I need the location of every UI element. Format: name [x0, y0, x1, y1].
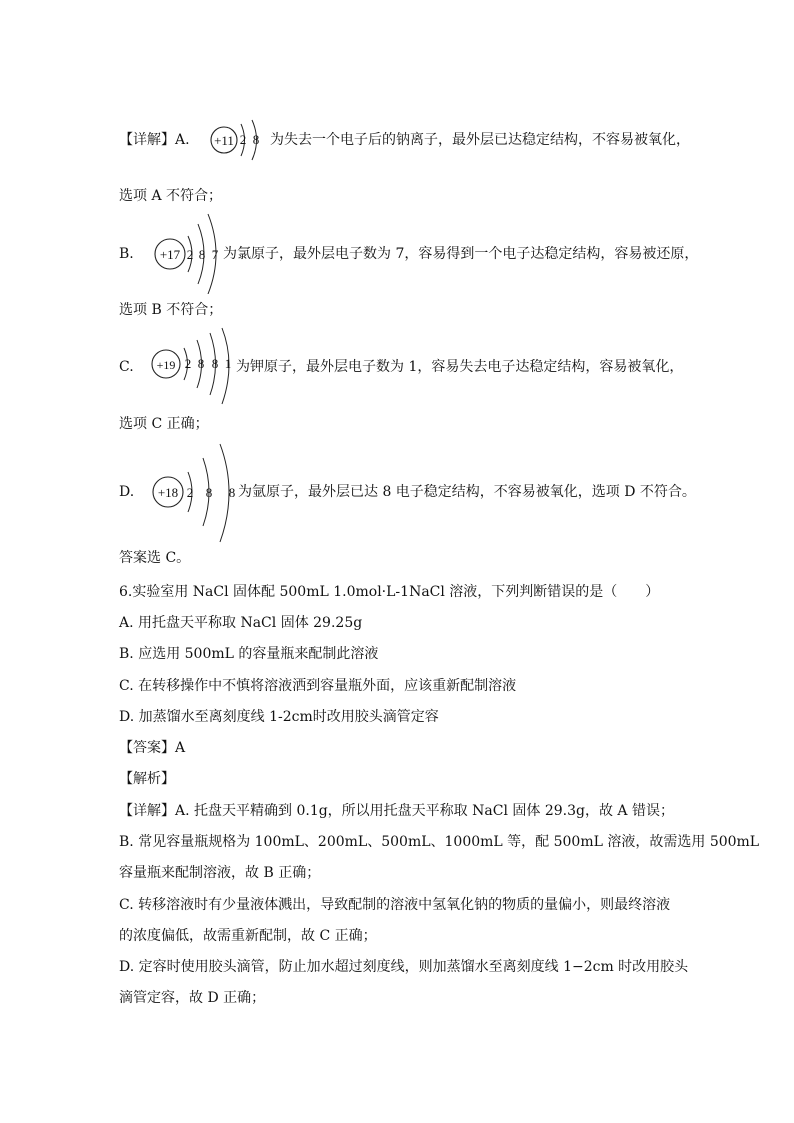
part-c-shell-2: 8 — [197, 356, 205, 371]
part-b-cont: 选项 B 不符合； — [119, 302, 223, 318]
analysis-label: 【解析】 — [119, 771, 175, 787]
part-b-desc: 为氯原子，最外层电子数为 7，容易得到一个电子达稳定结构，容易被还原， — [223, 246, 699, 262]
explain-line: B. 常见容量瓶规格为 100mL、200mL、500mL、1000mL 等，配 500mL 溶液，故需选用 500mL — [119, 834, 760, 850]
part-a-cont: 选项 A 不符合； — [119, 188, 223, 204]
part-b-prefix: B. — [119, 246, 134, 262]
explain-line: 容量瓶来配制溶液，故 B 正确； — [119, 865, 321, 881]
part-b-nucleus: +17 — [159, 247, 181, 262]
option-a: A. 用托盘天平称取 NaCl 固体 29.25g — [119, 615, 363, 631]
part-a-prefix: 【详解】A. — [119, 132, 190, 148]
part-d-shell-3: 8 — [228, 485, 236, 500]
answer-label: 【答案】A — [119, 740, 186, 756]
part-c-nucleus: +19 — [156, 358, 176, 372]
potassium-atom-structure-diagram — [148, 326, 238, 406]
question-stem: 6.实验室用 NaCl 固体配 500mL 1.0mol·L-1NaCl 溶液，下列判断错误的是（ ） — [119, 584, 660, 600]
part-c-shell-3: 8 — [211, 356, 219, 371]
explain-line: 的浓度偏低，故需重新配制，故 C 正确； — [119, 928, 377, 944]
explain-line: C. 转移溶液时有少量液体溅出，导致配制的溶液中氢氧化钠的物质的量偏小，则最终溶液 — [119, 897, 671, 913]
part-c-shell-4: 1 — [224, 356, 232, 371]
part-d-nucleus: +18 — [157, 485, 179, 500]
explain-line: 【详解】A. 托盘天平精确到 0.1g，所以用托盘天平称取 NaCl 固体 29.3g，故 A 错误； — [119, 803, 674, 819]
part-a-nucleus: +11 — [214, 133, 234, 148]
part-a-shell-2: 8 — [252, 132, 260, 147]
part-b-shell-3: 7 — [211, 247, 219, 262]
sodium-ion-structure-diagram — [206, 118, 270, 162]
part-a-desc: 为失去一个电子后的钠离子，最外层已达稳定结构，不容易被氧化， — [270, 132, 690, 148]
part-d-desc: 为氩原子，最外层已达 8 电子稳定结构，不容易被氧化，选项 D 不符合。 — [238, 484, 696, 500]
chlorine-atom-structure-diagram — [150, 210, 226, 294]
part-d-shell-1: 2 — [186, 485, 194, 500]
option-d: D. 加蒸馏水至离刻度线 1-2cm时改用胶头滴管定容 — [119, 709, 439, 725]
explain-line: D. 定容时使用胶头滴管，防止加水超过刻度线，则加蒸馏水至离刻度线 1−2cm 时改用胶头 — [119, 959, 689, 975]
part-b-shell-2: 8 — [198, 247, 206, 262]
part-c-prefix: C. — [119, 359, 134, 375]
argon-atom-structure-diagram — [148, 440, 240, 544]
explain-line: 滴管定容，故 D 正确； — [119, 990, 266, 1006]
part-c-cont: 选项 C 正确； — [119, 416, 209, 432]
part-c-desc: 为钾原子，最外层电子数为 1，容易失去电子达稳定结构，容易被氧化， — [236, 359, 684, 375]
part-d-shell-2: 8 — [205, 485, 213, 500]
part-c-shell-1: 2 — [184, 356, 192, 371]
part-d-prefix: D. — [119, 484, 135, 500]
part-a-shell-1: 2 — [239, 132, 247, 147]
part-b-shell-1: 2 — [186, 247, 194, 262]
option-c: C. 在转移操作中不慎将溶液洒到容量瓶外面，应该重新配制溶液 — [119, 678, 517, 694]
answer-previous: 答案选 C。 — [119, 550, 191, 566]
option-b: B. 应选用 500mL 的容量瓶来配制此溶液 — [119, 646, 379, 662]
